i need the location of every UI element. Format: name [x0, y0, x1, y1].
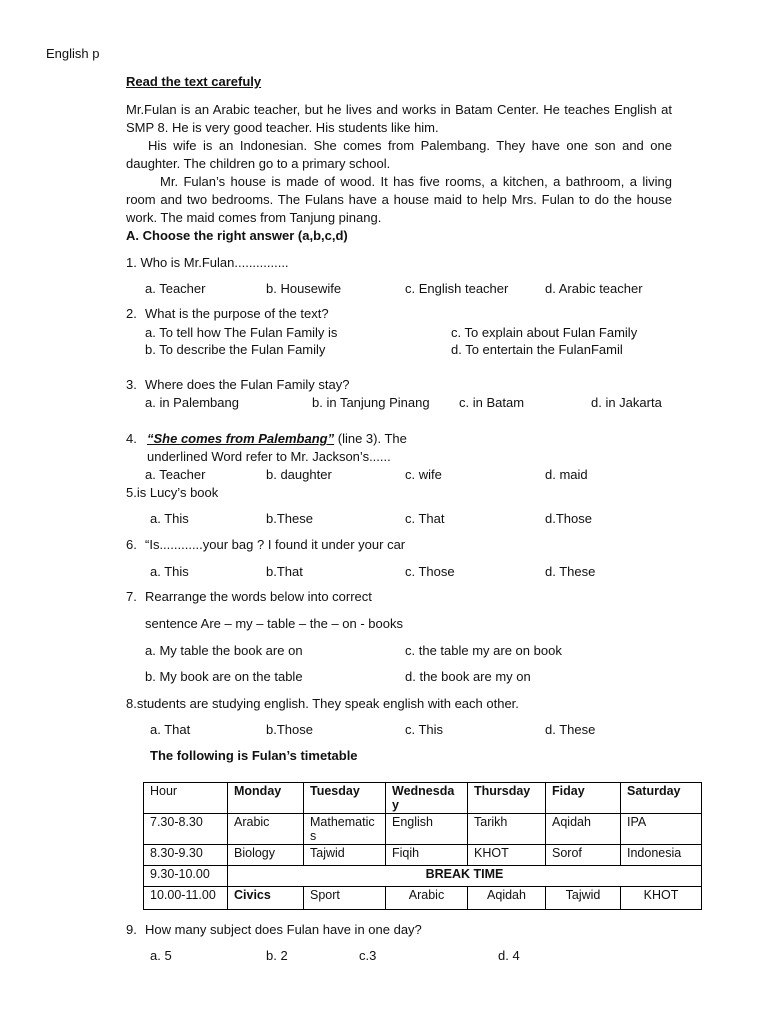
header-cell: Tuesday [304, 783, 386, 814]
table-cell: 7.30-8.30 [144, 814, 228, 845]
q3-option-b: b. in Tanjung Pinang [312, 395, 430, 410]
header-cell: Saturday [621, 783, 702, 814]
q9-number: 9. [126, 922, 137, 937]
q8-option-a: a. That [150, 722, 191, 737]
q1-option-b: b. Housewife [266, 281, 342, 296]
table-cell: English [386, 814, 468, 845]
q6-option-a: a. This [150, 564, 189, 579]
q2-number: 2. [126, 306, 137, 321]
passage-paragraph-3: Mr. Fulan’s house is made of wood. It has five rooms, a kitchen, a bathroom, a living room and two bedrooms. The Fulans have a house maid to help Mrs. Fulan to do the house work. The maid comes from Tanjung pinang. [126, 174, 672, 225]
q2-option-d: d. To entertain the FulanFamil [451, 342, 623, 357]
q2-option-c: c. To explain about Fulan Family [451, 325, 638, 340]
q5-option-a: a. This [150, 511, 189, 526]
q1-option-d: d. Arabic teacher [545, 281, 643, 296]
question-4 [147, 431, 407, 447]
q7-number: 7. [126, 589, 137, 604]
q7-option-a: a. My table the book are on [145, 643, 303, 658]
table-cell: Civics [228, 887, 304, 910]
q4-option-b: b. daughter [266, 467, 332, 482]
question-5: 5.is Lucy’s book [126, 485, 219, 500]
q4-option-c: c. wife [405, 467, 442, 482]
table-row [144, 887, 702, 910]
passage-paragraph-2: His wife is an Indonesian. She comes from Palembang. They have one son and one daughter. The children go to a primary school. [126, 138, 672, 171]
break-row [144, 866, 702, 887]
q3-option-c: c. in Batam [459, 395, 525, 410]
q1-option-c: c. English teacher [405, 281, 509, 296]
table-cell: IPA [621, 814, 702, 845]
table-cell: 10.00-11.00 [144, 887, 228, 910]
q8-option-d: d. These [545, 722, 596, 737]
question-1: 1. Who is Mr.Fulan............... [126, 255, 289, 270]
q5-option-b: b.These [266, 511, 313, 526]
table-cell: Mathematics [304, 814, 386, 845]
header-cell: Monday [228, 783, 304, 814]
q6-option-b: b.That [266, 564, 303, 579]
q6-option-c: c. Those [405, 564, 455, 579]
table-cell: Tajwid [546, 887, 621, 910]
table-cell: Arabic [228, 814, 304, 845]
table-cell: KHOT [621, 887, 702, 910]
header-cell: Fiday [546, 783, 621, 814]
header-cell: Wednesday [386, 783, 468, 814]
header-cell: Hour [144, 783, 228, 814]
table-cell: Tajwid [304, 845, 386, 866]
table-cell: Aqidah [546, 814, 621, 845]
table-cell: 8.30-9.30 [144, 845, 228, 866]
table-row [144, 814, 702, 845]
q5-option-c: c. That [405, 511, 445, 526]
header-cell: Thursday [468, 783, 546, 814]
q9-option-c: c.3 [359, 948, 377, 963]
q5-option-d: d.Those [545, 511, 592, 526]
table-cell: Sorof [546, 845, 621, 866]
q4-option-d: d. maid [545, 467, 588, 482]
question-6: “Is............your bag ? I found it under your car [145, 537, 406, 552]
q2-option-a: a. To tell how The Fulan Family is [145, 325, 338, 340]
q4-rest: (line 3). The [334, 431, 407, 446]
document-header: English p [46, 46, 100, 61]
q3-option-a: a. in Palembang [145, 395, 239, 410]
q8-option-b: b.Those [266, 722, 313, 737]
q6-number: 6. [126, 537, 137, 552]
q4-line-2: underlined Word refer to Mr. Jackson’s...... [147, 449, 391, 464]
q1-option-a: a. Teacher [145, 281, 206, 296]
table-cell: Biology [228, 845, 304, 866]
table-cell: KHOT [468, 845, 546, 866]
question-2: What is the purpose of the text? [145, 306, 329, 321]
q7-option-c: c. the table my are on book [405, 643, 562, 658]
table-cell: Tarikh [468, 814, 546, 845]
break-time-cell: BREAK TIME [228, 866, 702, 887]
timetable [143, 782, 702, 910]
q9-option-a: a. 5 [150, 948, 172, 963]
table-row [144, 845, 702, 866]
q8-option-c: c. This [405, 722, 444, 737]
timetable-caption: The following is Fulan’s timetable [150, 748, 358, 763]
table-cell: Indonesia [621, 845, 702, 866]
question-8: 8.students are studying english. They speak english with each other. [126, 696, 519, 711]
q4-option-a: a. Teacher [145, 467, 206, 482]
q9-option-b: b. 2 [266, 948, 288, 963]
q4-number: 4. [126, 431, 137, 446]
section-a-heading: A. Choose the right answer (a,b,c,d) [126, 228, 348, 243]
passage-title: Read the text carefuly [126, 74, 262, 89]
question-9: How many subject does Fulan have in one day? [145, 922, 422, 937]
question-7: Rearrange the words below into correct [145, 589, 372, 604]
q6-option-d: d. These [545, 564, 596, 579]
q9-option-d: d. 4 [498, 948, 520, 963]
table-cell: Arabic [386, 887, 468, 910]
q3-option-d: d. in Jakarta [591, 395, 662, 410]
q7-option-b: b. My book are on the table [145, 669, 303, 684]
table-header-row [144, 783, 702, 814]
reading-passage [126, 101, 672, 227]
q3-number: 3. [126, 377, 137, 392]
table-cell: Sport [304, 887, 386, 910]
q7-line-2: sentence Are – my – table – the – on - books [145, 616, 403, 631]
q7-option-d: d. the book are my on [405, 669, 531, 684]
table-cell: Fiqih [386, 845, 468, 866]
table-cell: Aqidah [468, 887, 546, 910]
question-3: Where does the Fulan Family stay? [145, 377, 350, 392]
q4-quote: “She comes from Palembang” [147, 431, 335, 446]
q2-option-b: b. To describe the Fulan Family [145, 342, 326, 357]
passage-paragraph-1: Mr.Fulan is an Arabic teacher, but he lives and works in Batam Center. He teaches English at SMP 8. He is very good teacher. His students like him. [126, 102, 672, 135]
break-hour-cell: 9.30-10.00 [144, 866, 228, 887]
